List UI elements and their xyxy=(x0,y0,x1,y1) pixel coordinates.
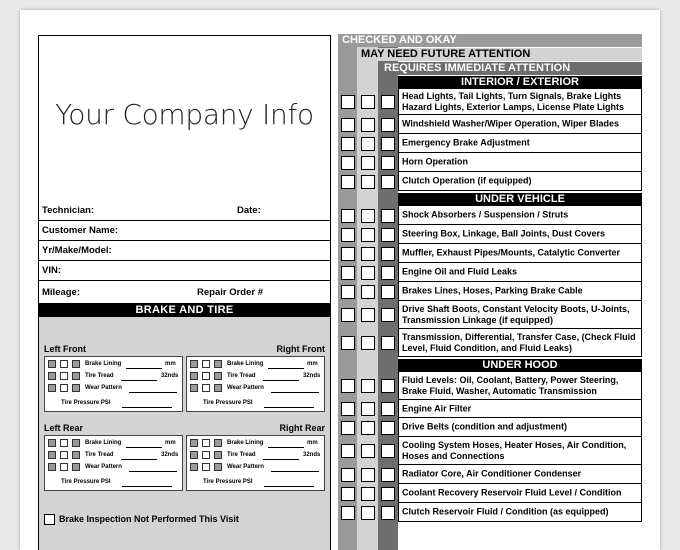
wheel-panel xyxy=(186,435,325,491)
future-checkbox[interactable] xyxy=(361,379,375,393)
brake-lining-label: Brake Lining xyxy=(85,440,122,446)
tire-tread-label: Tire Tread xyxy=(85,373,114,379)
tire-pressure-label: Tire Pressure PSI xyxy=(61,400,111,406)
write-in-line[interactable] xyxy=(121,380,157,381)
mm-label: mm xyxy=(165,440,176,446)
wheel-condition-checkbox[interactable] xyxy=(60,372,68,380)
wheel-condition-checkbox[interactable] xyxy=(60,463,68,471)
immediate-checkbox[interactable] xyxy=(381,487,395,501)
inspection-item-label: Drive Shaft Boots, Constant Velocity Boots, U-Joints, Transmission Linkage (if equipped) xyxy=(402,303,630,325)
inspection-item-label: Clutch Reservoir Fluid / Condition (as equipped) xyxy=(402,506,609,517)
checked-checkbox[interactable] xyxy=(341,444,355,458)
wheel-condition-checkbox[interactable] xyxy=(48,372,56,380)
future-checkbox[interactable] xyxy=(361,402,375,416)
immediate-checkbox[interactable] xyxy=(381,402,395,416)
inspection-item-label: Shock Absorbers / Suspension / Struts xyxy=(402,209,569,220)
technician-label: Technician: xyxy=(42,205,95,216)
customer-name-label: Customer Name: xyxy=(42,225,119,236)
wheel-condition-checkbox[interactable] xyxy=(214,372,222,380)
legend-checked: CHECKED AND OKAY xyxy=(338,34,642,47)
immediate-checkbox[interactable] xyxy=(381,137,395,151)
inspection-item-label: Radiator Core, Air Conditioner Condenser xyxy=(402,468,582,479)
wheel-title: Left Front xyxy=(44,344,86,354)
legend-immediate: REQUIRES IMMEDIATE ATTENTION xyxy=(378,62,642,75)
write-in-line[interactable] xyxy=(121,459,157,460)
immediate-checkbox[interactable] xyxy=(381,156,395,170)
wheel-condition-checkbox[interactable] xyxy=(202,451,210,459)
wheel-condition-checkbox[interactable] xyxy=(202,463,210,471)
checked-checkbox[interactable] xyxy=(341,266,355,280)
brake-not-performed-checkbox[interactable] xyxy=(44,514,55,525)
mm-label: mm xyxy=(165,361,176,367)
checked-checkbox[interactable] xyxy=(341,228,355,242)
wheel-condition-checkbox[interactable] xyxy=(214,384,222,392)
inspection-item-label: Drive Belts (condition and adjustment) xyxy=(402,421,568,432)
wheel-condition-checkbox[interactable] xyxy=(190,384,198,392)
wheel-condition-checkbox[interactable] xyxy=(72,384,80,392)
inspection-item-label: Transmission, Differential, Transfer Case, (Check Fluid Level, Fluid Condition, and Fluid Leaks) xyxy=(402,331,636,353)
mileage-label: Mileage: xyxy=(42,287,81,298)
write-in-line[interactable] xyxy=(268,447,304,448)
wheel-condition-checkbox[interactable] xyxy=(60,451,68,459)
checked-checkbox[interactable] xyxy=(341,506,355,520)
wheel-title: Left Rear xyxy=(44,423,84,433)
wheel-condition-checkbox[interactable] xyxy=(190,451,198,459)
write-in-line[interactable] xyxy=(126,447,162,448)
future-checkbox[interactable] xyxy=(361,468,375,482)
wheel-condition-checkbox[interactable] xyxy=(48,360,56,368)
wheel-condition-checkbox[interactable] xyxy=(202,384,210,392)
future-checkbox[interactable] xyxy=(361,285,375,299)
checked-checkbox[interactable] xyxy=(341,308,355,322)
tire-tread-label: Tire Tread xyxy=(227,452,256,458)
wheel-condition-checkbox[interactable] xyxy=(72,451,80,459)
immediate-checkbox[interactable] xyxy=(381,266,395,280)
future-checkbox[interactable] xyxy=(361,444,375,458)
write-in-line[interactable] xyxy=(263,380,299,381)
immediate-checkbox[interactable] xyxy=(381,247,395,261)
wheel-condition-checkbox[interactable] xyxy=(48,463,56,471)
inspection-item xyxy=(398,134,642,153)
inspection-item xyxy=(398,172,642,191)
company-info-box xyxy=(38,35,331,220)
inspection-item-label: Steering Box, Linkage, Ball Joints, Dust Covers xyxy=(402,228,606,239)
section-header: UNDER HOOD xyxy=(398,359,642,372)
inspection-item xyxy=(398,244,642,263)
inspection-item-label: Cooling System Hoses, Heater Hoses, Air Condition, Hoses and Connections xyxy=(402,439,627,461)
inspection-item xyxy=(398,329,642,357)
checked-checkbox[interactable] xyxy=(341,468,355,482)
immediate-checkbox[interactable] xyxy=(381,336,395,350)
checked-checkbox[interactable] xyxy=(341,421,355,435)
immediate-checkbox[interactable] xyxy=(381,285,395,299)
brake-lining-label: Brake Lining xyxy=(85,361,122,367)
wheel-condition-checkbox[interactable] xyxy=(190,372,198,380)
inspection-sheet xyxy=(20,10,660,550)
inspection-item xyxy=(398,372,642,400)
company-info-text: Your Company Info xyxy=(55,98,314,131)
checked-checkbox[interactable] xyxy=(341,156,355,170)
inspection-item xyxy=(398,418,642,437)
mm-label: mm xyxy=(307,361,318,367)
future-checkbox[interactable] xyxy=(361,209,375,223)
inspection-item xyxy=(398,89,642,115)
yr-make-model-field[interactable] xyxy=(38,241,331,261)
inspection-item xyxy=(398,503,642,522)
checked-checkbox[interactable] xyxy=(341,487,355,501)
inspection-item xyxy=(398,400,642,418)
inspection-item-label: Fluid Levels: Oil, Coolant, Battery, Power Steering, Brake Fluid, Washer, Automatic Transmission xyxy=(402,374,619,396)
write-in-line[interactable] xyxy=(263,459,299,460)
immediate-checkbox[interactable] xyxy=(381,209,395,223)
nds-label: 32nds xyxy=(303,452,321,458)
future-checkbox[interactable] xyxy=(361,487,375,501)
future-checkbox[interactable] xyxy=(361,137,375,151)
inspection-item-label: Windshield Washer/Wiper Operation, Wiper Blades xyxy=(402,118,619,129)
wear-pattern-label: Wear Pattern xyxy=(227,464,264,470)
immediate-checkbox[interactable] xyxy=(381,468,395,482)
write-in-line[interactable] xyxy=(122,407,172,408)
date-label: Date: xyxy=(237,205,261,216)
section-header: UNDER VEHICLE xyxy=(398,193,642,206)
inspection-item-label: Emergency Brake Adjustment xyxy=(402,137,530,148)
wheel-condition-checkbox[interactable] xyxy=(202,360,210,368)
inspection-item xyxy=(398,465,642,484)
checked-checkbox[interactable] xyxy=(341,175,355,189)
inspection-item-label: Engine Oil and Fluid Leaks xyxy=(402,266,518,277)
vin-label: VIN: xyxy=(42,265,61,276)
yr-make-model-label: Yr/Make/Model: xyxy=(42,245,112,256)
tire-tread-label: Tire Tread xyxy=(85,452,114,458)
inspection-item-label: Muffler, Exhaust Pipes/Mounts, Catalytic Converter xyxy=(402,247,621,258)
checked-checkbox[interactable] xyxy=(341,285,355,299)
wheel-condition-checkbox[interactable] xyxy=(48,384,56,392)
inspection-item xyxy=(398,263,642,282)
section-header: INTERIOR / EXTERIOR xyxy=(398,76,642,89)
inspection-item xyxy=(398,115,642,134)
tire-tread-label: Tire Tread xyxy=(227,373,256,379)
nds-label: 32nds xyxy=(161,452,179,458)
inspection-item-label: Engine Air Filter xyxy=(402,403,472,413)
tire-pressure-label: Tire Pressure PSI xyxy=(203,400,253,406)
immediate-checkbox[interactable] xyxy=(381,228,395,242)
write-in-line[interactable] xyxy=(271,471,319,472)
future-checkbox[interactable] xyxy=(361,421,375,435)
inspection-item xyxy=(398,153,642,172)
future-checkbox[interactable] xyxy=(361,336,375,350)
immediate-checkbox[interactable] xyxy=(381,506,395,520)
wheel-title: Right Front xyxy=(276,344,325,354)
customer-name-field[interactable] xyxy=(38,221,331,241)
wheel-condition-checkbox[interactable] xyxy=(60,360,68,368)
inspection-item xyxy=(398,225,642,244)
wheel-condition-checkbox[interactable] xyxy=(214,451,222,459)
write-in-line[interactable] xyxy=(129,471,177,472)
repair-order-label: Repair Order # xyxy=(197,287,263,298)
checked-checkbox[interactable] xyxy=(341,247,355,261)
write-in-line[interactable] xyxy=(264,407,314,408)
wheel-condition-checkbox[interactable] xyxy=(72,439,80,447)
wheel-title: Right Rear xyxy=(279,423,325,433)
wheel-panel xyxy=(186,356,325,412)
wheel-condition-checkbox[interactable] xyxy=(60,439,68,447)
wheel-condition-checkbox[interactable] xyxy=(72,372,80,380)
write-in-line[interactable] xyxy=(264,486,314,487)
future-checkbox[interactable] xyxy=(361,228,375,242)
future-checkbox[interactable] xyxy=(361,266,375,280)
write-in-line[interactable] xyxy=(271,392,319,393)
brake-tire-header: BRAKE AND TIRE xyxy=(38,303,331,317)
inspection-item-label: Head Lights, Tail Lights, Turn Signals, Brake Lights Hazard Lights, Exterior Lamps, License Plate Lights xyxy=(402,90,625,112)
wheel-panel xyxy=(44,356,183,412)
inspection-item-label: Horn Operation xyxy=(402,156,469,167)
checked-checkbox[interactable] xyxy=(341,209,355,223)
checked-checkbox[interactable] xyxy=(341,402,355,416)
wheel-condition-checkbox[interactable] xyxy=(190,360,198,368)
wear-pattern-label: Wear Pattern xyxy=(85,464,122,470)
immediate-checkbox[interactable] xyxy=(381,95,395,109)
future-checkbox[interactable] xyxy=(361,175,375,189)
mileage-ro-field[interactable] xyxy=(38,281,331,303)
wheel-condition-checkbox[interactable] xyxy=(214,463,222,471)
inspection-item-label: Coolant Recovery Reservoir Fluid Level / Condition xyxy=(402,487,622,498)
wheel-condition-checkbox[interactable] xyxy=(202,372,210,380)
wear-pattern-label: Wear Pattern xyxy=(85,385,122,391)
immediate-checkbox[interactable] xyxy=(381,175,395,189)
nds-label: 32nds xyxy=(303,373,321,379)
wheel-condition-checkbox[interactable] xyxy=(214,439,222,447)
immediate-checkbox[interactable] xyxy=(381,308,395,322)
nds-label: 32nds xyxy=(161,373,179,379)
legend-future: MAY NEED FUTURE ATTENTION xyxy=(357,48,642,61)
immediate-checkbox[interactable] xyxy=(381,379,395,393)
inspection-item-label: Clutch Operation (if equipped) xyxy=(402,175,532,186)
inspection-item xyxy=(398,301,642,329)
wheel-condition-checkbox[interactable] xyxy=(202,439,210,447)
wheel-condition-checkbox[interactable] xyxy=(190,439,198,447)
checked-checkbox[interactable] xyxy=(341,336,355,350)
checked-checkbox[interactable] xyxy=(341,118,355,132)
immediate-checkbox[interactable] xyxy=(381,421,395,435)
future-checkbox[interactable] xyxy=(361,506,375,520)
checked-checkbox[interactable] xyxy=(341,95,355,109)
checked-checkbox[interactable] xyxy=(341,379,355,393)
wheel-condition-checkbox[interactable] xyxy=(190,463,198,471)
wheel-condition-checkbox[interactable] xyxy=(60,384,68,392)
wear-pattern-label: Wear Pattern xyxy=(227,385,264,391)
wheel-condition-checkbox[interactable] xyxy=(72,463,80,471)
immediate-checkbox[interactable] xyxy=(381,118,395,132)
mm-label: mm xyxy=(307,440,318,446)
future-checkbox[interactable] xyxy=(361,247,375,261)
write-in-line[interactable] xyxy=(129,392,177,393)
inspection-item xyxy=(398,282,642,301)
inspection-item xyxy=(398,484,642,503)
wheel-condition-checkbox[interactable] xyxy=(214,360,222,368)
future-checkbox[interactable] xyxy=(361,118,375,132)
tire-pressure-label: Tire Pressure PSI xyxy=(61,479,111,485)
brake-not-performed-label: Brake Inspection Not Performed This Visit xyxy=(59,514,239,524)
immediate-checkbox[interactable] xyxy=(381,444,395,458)
technician-date-field[interactable] xyxy=(38,201,331,221)
inspection-item-label: Brakes Lines, Hoses, Parking Brake Cable xyxy=(402,285,583,296)
write-in-line[interactable] xyxy=(126,368,162,369)
brake-lining-label: Brake Lining xyxy=(227,440,264,446)
brake-lining-label: Brake Lining xyxy=(227,361,264,367)
future-checkbox[interactable] xyxy=(361,308,375,322)
wheel-condition-checkbox[interactable] xyxy=(48,451,56,459)
inspection-item xyxy=(398,206,642,225)
tire-pressure-label: Tire Pressure PSI xyxy=(203,479,253,485)
write-in-line[interactable] xyxy=(268,368,304,369)
wheel-condition-checkbox[interactable] xyxy=(48,439,56,447)
inspection-item xyxy=(398,437,642,465)
checked-checkbox[interactable] xyxy=(341,137,355,151)
future-checkbox[interactable] xyxy=(361,95,375,109)
wheel-panel xyxy=(44,435,183,491)
wheel-condition-checkbox[interactable] xyxy=(72,360,80,368)
write-in-line[interactable] xyxy=(122,486,172,487)
future-checkbox[interactable] xyxy=(361,156,375,170)
vin-field[interactable] xyxy=(38,261,331,281)
